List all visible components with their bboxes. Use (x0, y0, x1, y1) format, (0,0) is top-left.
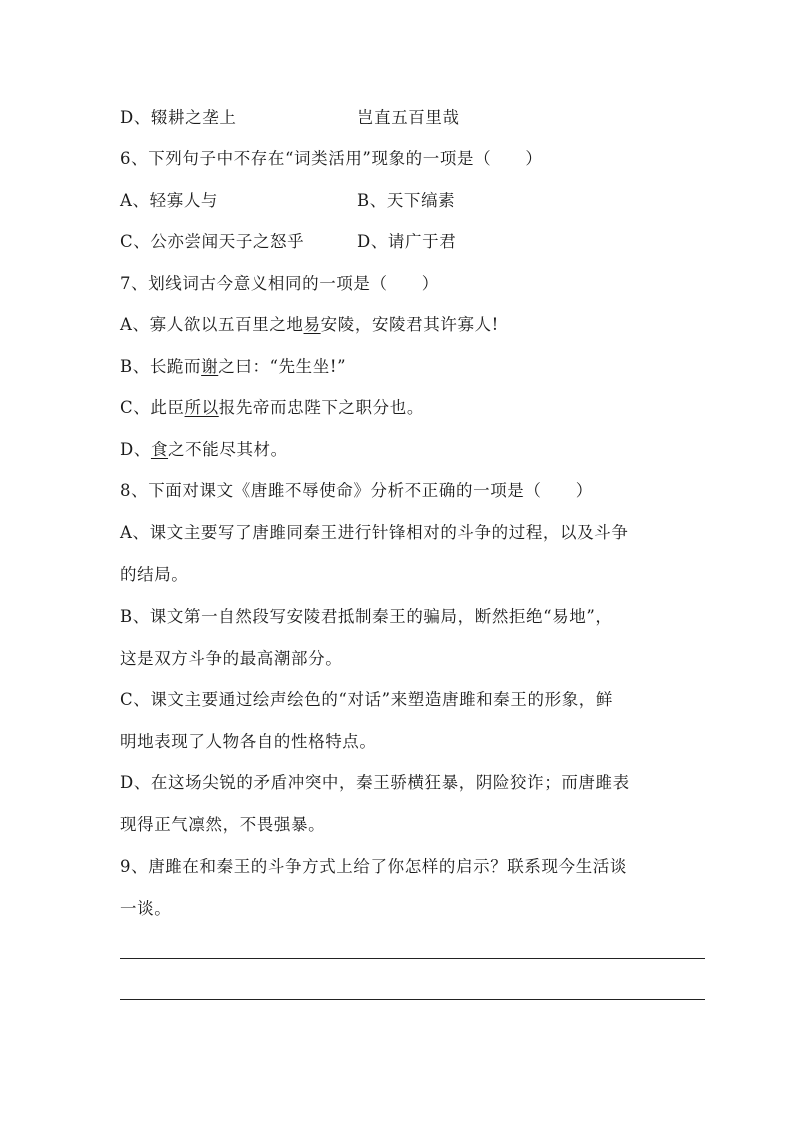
q7-option-a-underlined-word: 易 (303, 315, 321, 334)
q7-option-d-post: 之不能尽其材。 (168, 440, 288, 459)
q7-option-a-pre: A、寡人欲以五百里之地 (120, 315, 304, 334)
q6-option-c: C、公亦尝闻天子之怒乎 (120, 232, 305, 251)
q5-option-d-text-content: 岂直五百里哉 (357, 108, 460, 127)
q5-option-d (120, 106, 236, 130)
q5-option-d-label: D、辍耕之垄上 (120, 108, 237, 127)
q6-option-d: D、请广于君 (357, 232, 457, 251)
answer-line-1[interactable] (120, 958, 705, 959)
q8-option-c-line2: 明地表现了人物各自的性格特点。 (120, 732, 377, 751)
q6-stem: 6、下列句子中不存在“词类活用”现象的一项是（ ） (120, 149, 543, 168)
q8-option-a-line1: A、课文主要写了唐雎同秦王进行针锋相对的斗争的过程，以及斗争 (120, 523, 629, 542)
q8-option-d-line2: 现得正气凛然，不畏强暴。 (120, 815, 326, 834)
q7-option-c-underlined-word: 所以 (184, 398, 219, 417)
q7-option-c-pre: C、此臣 (120, 398, 185, 417)
q8-option-b-line1: B、课文第一自然段写安陵君抵制秦王的骗局，断然拒绝“易地”， (120, 607, 613, 626)
q7-option-d-underlined-word: 食 (150, 440, 169, 459)
q8-option-d-line1: D、在这场尖锐的矛盾冲突中，秦王骄横狂暴，阴险狡诈；而唐雎表 (120, 773, 630, 792)
q8-option-c-line1: C、课文主要通过绘声绘色的“对话”来塑造唐雎和秦王的形象，鲜 (120, 690, 613, 709)
q6-option-b: B、天下缟素 (357, 191, 456, 210)
q7-option-d-pre: D、 (120, 440, 151, 459)
q8-option-b-line2: 这是双方斗争的最高潮部分。 (120, 649, 343, 668)
q7-option-d (120, 438, 288, 462)
q5-option-d-text (357, 106, 460, 130)
q7-option-b-pre: B、长跪而 (120, 357, 202, 376)
q9-stem-line1: 9、唐雎在和秦王的斗争方式上给了你怎样的启示？联系现今生活谈 (120, 857, 627, 876)
q9-stem-line2: 一谈。 (120, 899, 172, 918)
q8-stem: 8、下面对课文《唐雎不辱使命》分析不正确的一项是（ ） (120, 481, 593, 500)
q7-option-b-underlined-word: 谢 (201, 357, 219, 376)
q7-option-b (120, 355, 346, 379)
q7-option-a (120, 313, 499, 337)
q8-option-a-line2: 的结局。 (120, 565, 189, 584)
q7-option-a-post: 安陵，安陵君其许寡人! (320, 315, 499, 334)
answer-line-2[interactable] (120, 999, 705, 1000)
q6-option-a: A、轻寡人与 (120, 191, 219, 210)
q7-option-c-post: 报先帝而忠陛下之职分也。 (218, 398, 424, 417)
q7-option-c (120, 396, 424, 420)
q7-stem: 7、划线词古今意义相同的一项是（ ） (120, 274, 439, 293)
q7-option-b-post: 之曰：“先生坐!” (218, 357, 347, 376)
